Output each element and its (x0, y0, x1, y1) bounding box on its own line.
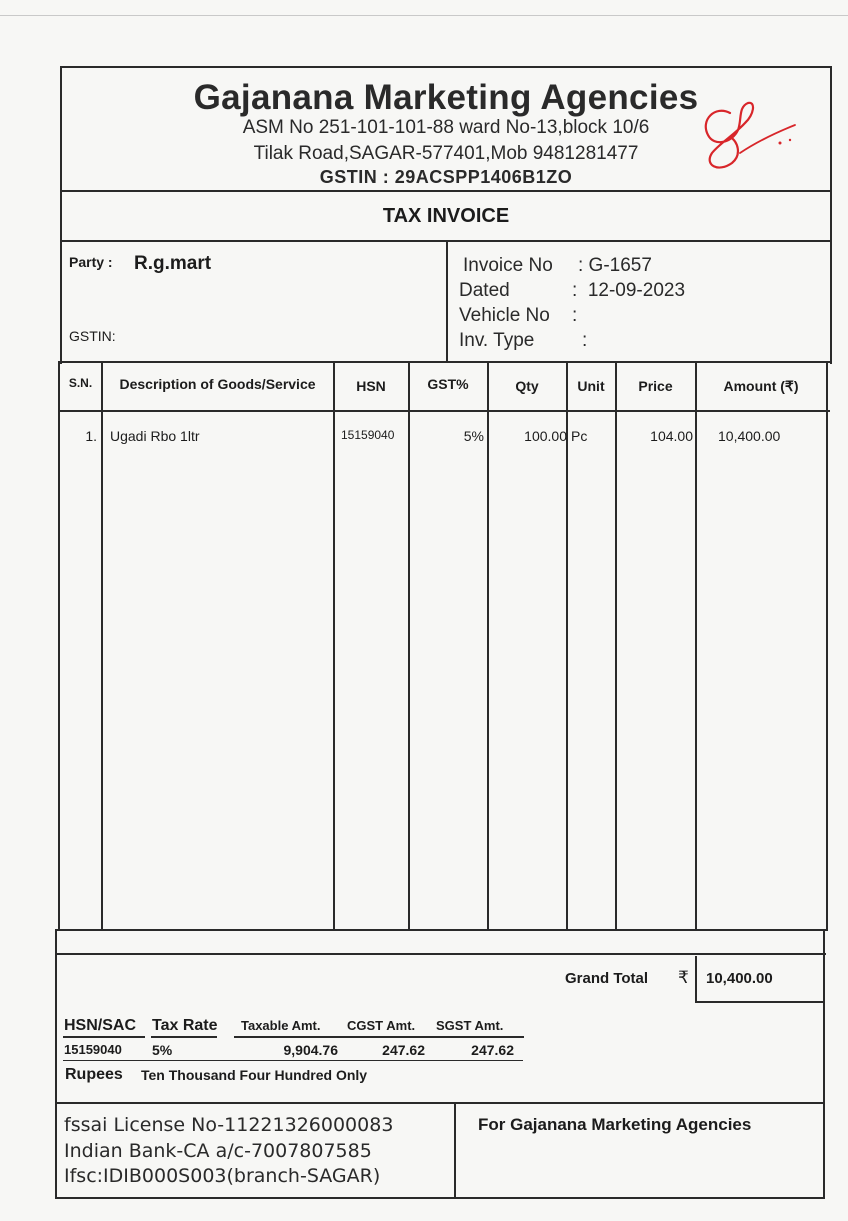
inv-type-label: Inv. Type (459, 330, 535, 351)
invoice-no-value: : G-1657 (578, 255, 652, 276)
vehicle-no-label: Vehicle No (459, 305, 550, 326)
sum-header-underline-2 (151, 1036, 217, 1038)
sum-tax-rate-value: 5% (152, 1042, 173, 1058)
col-line-6 (615, 361, 617, 931)
divider-header (60, 190, 832, 192)
th-sn: S.N. (68, 376, 93, 390)
sum-header-underline-3 (234, 1036, 524, 1038)
th-gst: GST% (427, 376, 469, 392)
summary-left (55, 929, 57, 1199)
vehicle-no-value: : (572, 305, 578, 326)
table-right (826, 361, 828, 931)
col-line-4 (487, 361, 489, 931)
th-hsn: HSN (356, 378, 386, 394)
row-qty: 100.00 (524, 428, 567, 444)
divider-party-vertical (446, 240, 448, 362)
col-line-2 (333, 361, 335, 931)
invoice-no-label: Invoice No (463, 255, 553, 276)
sum-value-underline (63, 1060, 523, 1061)
sum-sgst-value: 247.62 (471, 1042, 514, 1058)
col-line-3 (408, 361, 410, 931)
sum-sgst-header: SGST Amt. (436, 1018, 504, 1033)
inv-type-value: : (582, 330, 588, 351)
doc-title: TAX INVOICE (382, 205, 510, 227)
footer-bottom (55, 1197, 825, 1199)
amount-words-value: Ten Thousand Four Hundred Only (141, 1067, 368, 1083)
col-line-5 (566, 361, 568, 931)
party-gstin-label: GSTIN: (69, 328, 116, 344)
sum-hsn-sac-header: HSN/SAC (64, 1017, 137, 1034)
for-company-signatory: For Gajanana Marketing Agencies (478, 1115, 752, 1134)
company-address-2: Tilak Road,SAGAR-577401,Mob 9481281477 (253, 143, 639, 164)
footer-divider (454, 1102, 456, 1198)
sum-cgst-header: CGST Amt. (347, 1018, 416, 1033)
th-description: Description of Goods/Service (119, 376, 316, 392)
sum-taxable-value: 9,904.76 (283, 1042, 338, 1058)
company-name: Gajanana Marketing Agencies (193, 78, 699, 117)
party-name: R.g.mart (134, 253, 212, 274)
signature-scribble (690, 95, 805, 180)
rupee-symbol: ₹ (678, 968, 689, 987)
row-unit: Pc (571, 428, 588, 444)
th-price: Price (638, 378, 673, 394)
company-gstin: GSTIN : 29ACSPP1406B1ZO (319, 167, 573, 187)
company-address-1: ASM No 251-101-101-88 ward No-13,block 10/6 (242, 117, 650, 138)
grand-total-label: Grand Total (565, 970, 649, 987)
table-bottom (56, 929, 826, 931)
col-line-7 (695, 361, 697, 931)
row-description: Ugadi Rbo 1ltr (110, 428, 200, 444)
row-sn: 1. (85, 428, 97, 444)
th-qty: Qty (515, 378, 539, 394)
sum-tax-rate-header: Tax Rate (152, 1017, 218, 1034)
sum-cgst-value: 247.62 (382, 1042, 425, 1058)
row-price: 104.00 (650, 428, 693, 444)
bank-ifsc: Ifsc:IDIB000S003(branch-SAGAR) (64, 1165, 381, 1187)
th-unit: Unit (577, 378, 605, 394)
bank-account: Indian Bank-CA a/c-7007807585 (64, 1140, 372, 1162)
dated-label: Dated (459, 280, 510, 301)
party-label: Party : (69, 254, 113, 270)
sum-taxable-header: Taxable Amt. (241, 1018, 321, 1033)
table-left (58, 361, 60, 931)
row-gst: 5% (463, 428, 484, 444)
grand-total-box-left (695, 956, 697, 1002)
sum-hsn-sac-value: 15159040 (64, 1042, 122, 1057)
spacer-row-bottom (56, 953, 826, 955)
table-top (60, 361, 830, 363)
table-header-bottom (60, 410, 830, 412)
th-amount: Amount (₹) (723, 378, 799, 394)
footer-top (55, 1102, 825, 1104)
row-amount: 10,400.00 (718, 428, 781, 444)
row-hsn: 15159040 (341, 428, 395, 442)
fssai-license: fssai License No-11221326000083 (64, 1114, 394, 1136)
dated-value: : 12-09-2023 (572, 280, 686, 301)
border-top (60, 66, 832, 68)
grand-total-box-bottom (695, 1001, 825, 1003)
sum-header-underline-1 (63, 1036, 145, 1038)
page-crease (0, 15, 848, 16)
amount-words-label: Rupees (65, 1066, 123, 1083)
grand-total-value: 10,400.00 (706, 970, 773, 987)
summary-right (823, 929, 825, 1199)
col-line-1 (101, 361, 103, 931)
